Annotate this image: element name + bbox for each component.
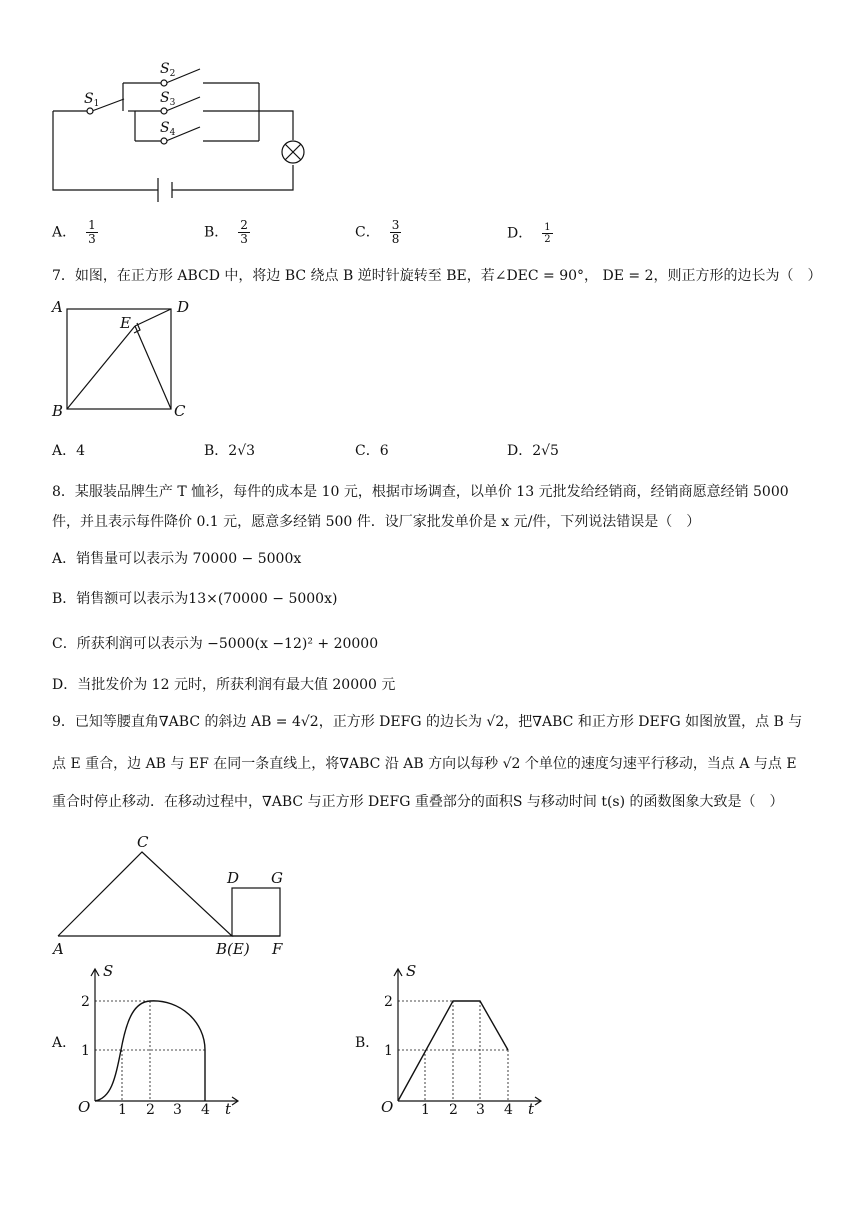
- fraction: $\frac{2}{3}$: [240, 218, 248, 246]
- graph-b-xtick-2: 2: [449, 1102, 458, 1118]
- q9-label-a: A: [53, 940, 64, 958]
- q7-label-b: B: [52, 402, 64, 420]
- q9-label-c: C: [137, 833, 149, 851]
- q9-graph-b[interactable]: [378, 962, 548, 1117]
- graph-a-y-label: S: [103, 962, 114, 980]
- option-letter: B．: [204, 224, 229, 241]
- graph-a-ytick-2: 2: [81, 994, 90, 1010]
- q7-label-c: C: [174, 402, 186, 420]
- q7-square-figure: [50, 298, 200, 423]
- q6-option-d[interactable]: [507, 222, 553, 245]
- graph-b-ytick-1: 1: [384, 1043, 393, 1059]
- fraction: $\frac{1}{3}$: [88, 218, 96, 246]
- graph-a-x-label: t: [225, 1100, 232, 1118]
- q8-option-b[interactable]: B．销售额可以表示为13×(70000 − 5000x): [52, 591, 338, 607]
- q8-stem-line2: 件，并且表示每件降价 0.1 元，愿意多经销 500 件．设厂家批发单价是 x 元/件，下列说法错误是（ ）: [52, 514, 701, 530]
- q7-option-b[interactable]: B．2√3: [204, 443, 256, 459]
- q8-stem-line1: 8．某服装品牌生产 T 恤衫，每件的成本是 10 元，根据市场调查，以单价 13 元批发给经销商，经销商愿意经销 5000: [52, 484, 789, 500]
- q9-option-a-label[interactable]: A．: [52, 1035, 77, 1051]
- q9-label-g: G: [271, 869, 283, 887]
- q9-triangle-square-figure: [50, 830, 310, 960]
- q9-stem-line1: 9．已知等腰直角∇ABC 的斜边 AB = 4√2，正方形 DEFG 的边长为 √2，把∇ABC 和正方形 DEFG 如图放置，点 B 与: [52, 714, 803, 730]
- q7-label-a: A: [52, 298, 63, 316]
- switch-s3-label: $S_3$: [160, 90, 176, 108]
- q8-option-c[interactable]: C．所获利润可以表示为 −5000(x −12)² + 20000: [52, 636, 379, 652]
- q7-option-a[interactable]: A．4: [52, 443, 86, 459]
- switch-s4-label: $S_4$: [160, 120, 176, 138]
- q9-graph-a[interactable]: [75, 962, 245, 1117]
- graph-b-xtick-4: 4: [504, 1102, 513, 1118]
- graph-a-xtick-3: 3: [173, 1102, 182, 1118]
- graph-b-xtick-1: 1: [421, 1102, 430, 1118]
- q6-option-a[interactable]: [52, 219, 98, 246]
- q7-option-c[interactable]: C．6: [355, 443, 389, 459]
- q9-stem-line3: 重合时停止移动．在移动过程中，∇ABC 与正方形 DEFG 重叠部分的面积S 与移动时间 t(s) 的函数图象大致是（ ）: [52, 794, 784, 810]
- option-letter: C．: [355, 224, 380, 241]
- q7-stem: 7．如图，在正方形 ABCD 中，将边 BC 绕点 B 逆时针旋转至 BE，若∠DEC = 90°， DE = 2，则正方形的边长为（ ）: [52, 268, 822, 284]
- q7-label-e: E: [120, 314, 131, 332]
- fraction: $\frac{3}{8}$: [391, 218, 400, 246]
- q9-label-be: B(E): [216, 940, 250, 958]
- fraction: $\frac{1}{2}$: [544, 222, 551, 245]
- graph-a-origin: O: [78, 1098, 91, 1116]
- graph-b-origin: O: [381, 1098, 394, 1116]
- q9-label-f: F: [272, 940, 283, 958]
- q9-option-b-label[interactable]: B．: [355, 1035, 380, 1051]
- graph-a-xtick-1: 1: [118, 1102, 127, 1118]
- circuit-diagram: [40, 55, 320, 215]
- option-letter: D．: [507, 225, 533, 242]
- graph-b-xtick-3: 3: [476, 1102, 485, 1118]
- q9-label-d: D: [227, 869, 240, 887]
- q6-option-b[interactable]: [204, 219, 250, 246]
- graph-a-xtick-2: 2: [146, 1102, 155, 1118]
- q8-option-d[interactable]: D．当批发价为 12 元时，所获利润有最大值 20000 元: [52, 677, 396, 693]
- q6-option-c[interactable]: [355, 219, 401, 246]
- option-letter: A．: [52, 224, 77, 241]
- graph-a-xtick-4: 4: [201, 1102, 210, 1118]
- q7-option-d[interactable]: D．2√5: [507, 443, 559, 459]
- q8-option-a[interactable]: A．销售量可以表示为 70000 − 5000x: [52, 551, 302, 567]
- switch-s1-label: $S_1$: [84, 91, 100, 109]
- graph-b-ytick-2: 2: [384, 994, 393, 1010]
- graph-b-x-label: t: [528, 1100, 535, 1118]
- q7-label-d: D: [177, 298, 190, 316]
- q9-stem-line2: 点 E 重合，边 AB 与 EF 在同一条直线上，将∇ABC 沿 AB 方向以每秒 √2 个单位的速度匀速平行移动，当点 A 与点 E: [52, 756, 797, 772]
- graph-a-ytick-1: 1: [81, 1043, 90, 1059]
- switch-s2-label: $S_2$: [160, 61, 176, 79]
- graph-b-y-label: S: [406, 962, 417, 980]
